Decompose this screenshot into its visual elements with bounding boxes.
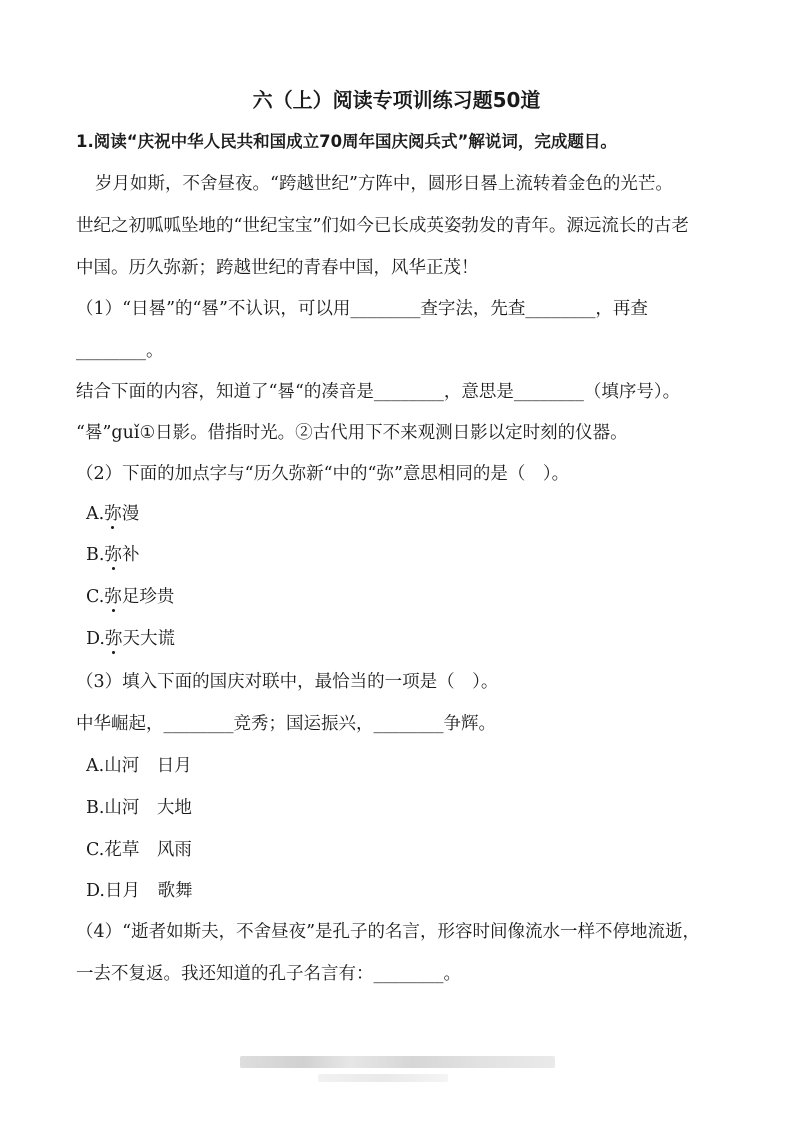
sub-question-1-line-2: ________。 bbox=[76, 341, 164, 361]
blurred-watermark bbox=[240, 1056, 555, 1068]
sub-question-2: （2）下面的加点字与“历久弥新“中的“弥”意思相同的是（ ）。 bbox=[76, 464, 570, 484]
document-title: 六（上）阅读专项训练习题50道 bbox=[252, 88, 541, 112]
option-prefix: C. bbox=[86, 587, 105, 607]
option-rest: 漫 bbox=[121, 504, 140, 524]
sub-question-3: （3）填入下面的国庆对联中，最恰当的一项是（ ）。 bbox=[76, 672, 499, 692]
sub-question-4-line-1: （4）“逝者如斯夫，不舍昼夜”是孔子的名言，形容时间像流水一样不停地流逝， bbox=[76, 922, 701, 942]
dotted-char: 弥 bbox=[104, 500, 122, 525]
option-prefix: B. bbox=[86, 545, 105, 565]
option-3d: D.日月 歌舞 bbox=[86, 881, 193, 901]
couplet: 中华崛起，________竞秀；国运振兴，________争辉。 bbox=[76, 714, 496, 734]
option-prefix: D. bbox=[86, 629, 105, 649]
option-rest: 足珍贵 bbox=[121, 587, 175, 607]
passage-line-2: 世纪之初呱呱坠地的“世纪宝宝”们如今已长成英姿勃发的青年。源远流长的古老 bbox=[76, 216, 689, 236]
option-rest: 天大谎 bbox=[122, 629, 175, 649]
sub-question-1-line-3: 结合下面的内容，知道了“晷“的凑音是________，意思是________（填序号）。 bbox=[76, 382, 681, 402]
question-1-heading: 1.阅读“庆祝中华人民共和国成立70周年国庆阅兵式”解说词，完成题目。 bbox=[76, 132, 617, 151]
blurred-watermark-sub bbox=[318, 1074, 448, 1082]
passage-line-1: 岁月如斯，不舍昼夜。“跨越世纪”方阵中，圆形日晷上流转着金色的光芒。 bbox=[95, 174, 673, 194]
passage-line-3: 中国。历久弥新；跨越世纪的青春中国，风华正茂！ bbox=[76, 258, 479, 278]
option-2b bbox=[86, 541, 139, 566]
dotted-char: 弥 bbox=[104, 583, 122, 608]
dotted-char: 弥 bbox=[105, 625, 123, 650]
option-2c bbox=[86, 583, 174, 608]
sub-question-4-line-2: 一去不复返。我还知道的孔子名言有：________。 bbox=[76, 964, 461, 984]
dotted-char: 弥 bbox=[104, 541, 122, 566]
option-3a: A.山河 日月 bbox=[86, 756, 192, 776]
option-3b: B.山河 大地 bbox=[86, 798, 192, 818]
option-2d bbox=[86, 625, 175, 650]
option-2a bbox=[86, 500, 139, 525]
sub-question-1-line-1: （1）“日晷”的“晷”不认识，可以用________查字法，先查________，再查 bbox=[76, 299, 648, 319]
option-rest: 补 bbox=[121, 545, 140, 565]
option-prefix: A. bbox=[86, 504, 105, 524]
option-3c: C.花草 风雨 bbox=[86, 840, 192, 860]
dictionary-entry: “晷”guǐ①日影。借指时光。②古代用下不来观测日影以定时刻的仪器。 bbox=[76, 423, 628, 443]
